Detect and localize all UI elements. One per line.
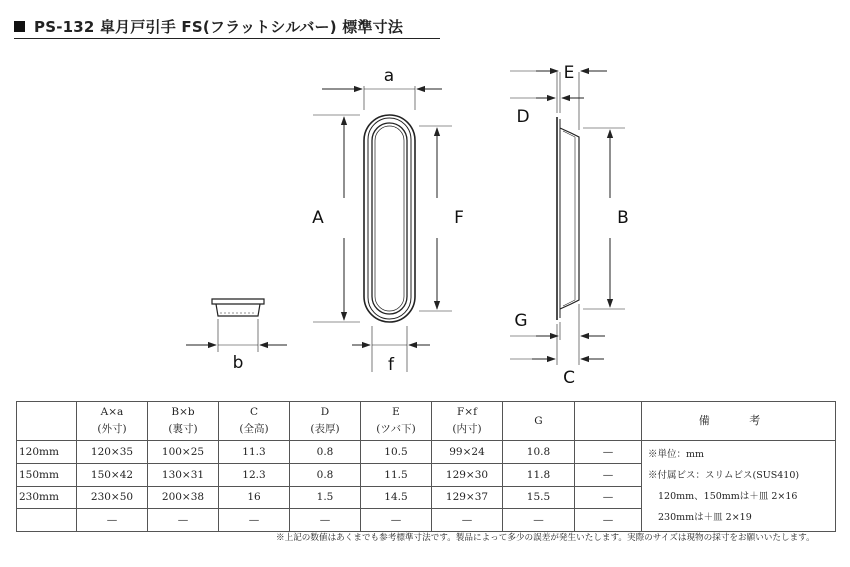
table-cell: 16 [219,486,290,509]
header-cell: C (全高) [219,402,290,441]
row-size-cell: 120mm [17,441,77,464]
table-cell: — [219,509,290,532]
table-cell: 15.5 [503,486,575,509]
table-cell: — [575,463,642,486]
table-cell: 0.8 [290,463,361,486]
dim-label-E: E [563,63,575,83]
note-line: 120mm、150mmは＋皿 2×16 [658,491,798,502]
table-cell: — [575,509,642,532]
table-cell: 150×42 [77,463,148,486]
table-header-row [17,402,836,441]
dim-label-a: a [383,66,395,86]
table-cell: — [148,509,219,532]
row-size-cell: 230mm [17,486,77,509]
header-cell: D (表厚) [290,402,361,441]
table-cell: 230×50 [77,486,148,509]
header-cell: G [503,402,575,441]
table-cell: 14.5 [361,486,432,509]
table-cell: 129×37 [432,486,503,509]
header-cell: E (ツバ下) [361,402,432,441]
table-row [17,441,836,464]
table-cell: — [432,509,503,532]
table-cell: 11.8 [503,463,575,486]
notes-cell [642,441,836,532]
table-cell: — [290,509,361,532]
table-cell: 12.3 [219,463,290,486]
dim-label-b: b [232,353,244,373]
table-cell: — [503,509,575,532]
table-cell: — [361,509,432,532]
footnote: ※上記の数値はあくまでも参考標準寸法です。製品によって多少の誤差が発生いたします。実際のサイズは現物の採寸をお願いいたします。 [276,533,815,543]
table-cell: 99×24 [432,441,503,464]
table-cell: 130×31 [148,463,219,486]
table-cell: 0.8 [290,441,361,464]
header-cell: B×b (裏寸) [148,402,219,441]
note-line: 230mmは＋皿 2×19 [658,512,752,523]
dim-label-B: B [617,208,629,228]
note-line: ※単位：mm [648,449,705,460]
table-cell: 200×38 [148,486,219,509]
title-text: PS-132 皐月戸引手 FS(フラットシルバー) 標準寸法 [34,18,404,36]
table-cell: — [77,509,148,532]
header-cell [17,402,77,441]
header-cell: F×f (内寸) [432,402,503,441]
front-view [364,115,415,322]
row-size-cell [17,509,77,532]
table-cell: — [575,486,642,509]
table-cell: 100×25 [148,441,219,464]
header-cell [575,402,642,441]
dim-label-G: G [514,311,528,331]
table-cell: 10.5 [361,441,432,464]
dim-label-F: F [454,208,464,228]
table-cell: 120×35 [77,441,148,464]
table-cell: 129×30 [432,463,503,486]
table-cell: 10.8 [503,441,575,464]
notes-header-cell: 備 考 [642,402,836,441]
table-cell: 1.5 [290,486,361,509]
header-cell: A×a (外寸) [77,402,148,441]
spec-table [16,401,836,532]
table-cell: — [575,441,642,464]
table-cell: 11.5 [361,463,432,486]
note-line: ※付属ビス：スリムビス(SUS410) [648,470,800,481]
dim-label-D: D [516,107,530,127]
dim-label-A: A [312,208,324,228]
side-view [557,117,579,320]
table-cell: 11.3 [219,441,290,464]
dim-label-C: C [563,368,575,388]
row-size-cell: 150mm [17,463,77,486]
top-view [212,299,264,316]
dim-label-f: f [388,355,394,375]
